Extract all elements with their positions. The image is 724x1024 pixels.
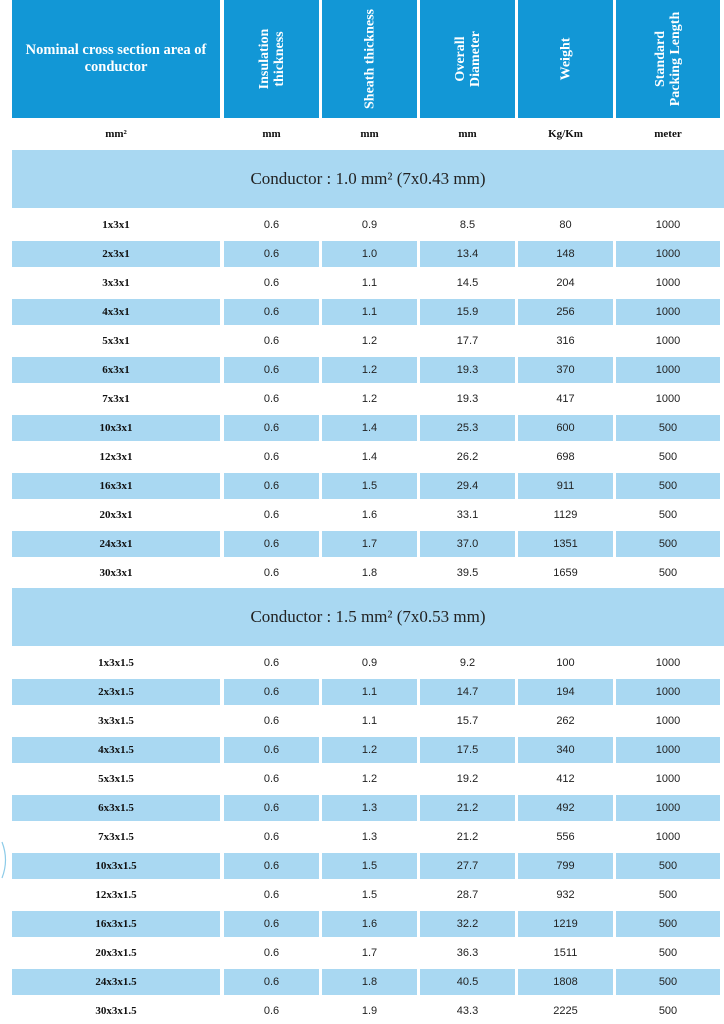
- table-row: [12, 560, 724, 586]
- value-cell: 1511: [553, 947, 578, 959]
- table-row: [12, 708, 724, 734]
- value-cell: 500: [658, 889, 678, 901]
- value-cell: 1000: [616, 299, 720, 325]
- value-cell: 0.9: [361, 657, 378, 669]
- value-cell: 0.6: [263, 831, 280, 843]
- value-cell: 1000: [655, 393, 681, 405]
- value-cell: 1000: [616, 737, 720, 763]
- conductor-section-title: Conductor : 1.5 mm² (7x0.53 mm): [12, 588, 724, 646]
- value-cell: 417: [556, 393, 575, 405]
- table-row: [12, 328, 724, 354]
- value-cell: 500: [616, 531, 720, 557]
- value-cell: 1.4: [322, 415, 417, 441]
- table-row: [12, 502, 724, 528]
- value-cell: 1.2: [361, 393, 378, 405]
- value-cell: 1.5: [322, 853, 417, 879]
- cable-size-cell: 7x3x1.5: [98, 831, 134, 843]
- value-cell: 262: [556, 715, 575, 727]
- value-cell: 1000: [616, 795, 720, 821]
- table-row: [12, 650, 724, 676]
- table-row: [12, 473, 724, 499]
- value-cell: 14.5: [456, 277, 479, 289]
- value-cell: 2225: [553, 1005, 578, 1017]
- cable-size-cell: 1x3x1: [102, 219, 130, 231]
- cable-size-cell: 7x3x1: [102, 393, 130, 405]
- section-rows: [12, 208, 724, 586]
- cable-size-cell: 10x3x1: [12, 415, 220, 441]
- value-cell: 1000: [655, 773, 681, 785]
- cable-size-cell: 3x3x1: [102, 277, 130, 289]
- table-row: [12, 882, 724, 908]
- value-cell: 0.6: [224, 473, 319, 499]
- table-row: [12, 531, 724, 557]
- value-cell: 1.6: [322, 911, 417, 937]
- value-cell: 1.1: [361, 277, 378, 289]
- header-label: Sheath thickness: [362, 9, 377, 109]
- header-label: Weight: [558, 37, 573, 81]
- value-cell: 29.4: [420, 473, 515, 499]
- value-cell: 0.6: [224, 911, 319, 937]
- value-cell: 500: [658, 451, 678, 463]
- value-cell: 17.5: [420, 737, 515, 763]
- conductor-section-title: Conductor : 1.0 mm² (7x0.43 mm): [12, 150, 724, 208]
- value-cell: 1.2: [322, 357, 417, 383]
- cable-size-cell: 2x3x1.5: [12, 679, 220, 705]
- value-cell: 1129: [553, 509, 578, 521]
- unit-label: mm: [458, 128, 477, 140]
- unit-label: meter: [654, 128, 682, 140]
- value-cell: 13.4: [420, 241, 515, 267]
- value-cell: 9.2: [459, 657, 476, 669]
- table-row: [12, 299, 724, 325]
- value-cell: 0.6: [263, 657, 280, 669]
- value-cell: 43.3: [456, 1005, 479, 1017]
- value-cell: 1.0: [322, 241, 417, 267]
- value-cell: 1.3: [322, 795, 417, 821]
- value-cell: 500: [658, 1005, 678, 1017]
- value-cell: 0.6: [224, 241, 319, 267]
- value-cell: 80: [559, 219, 572, 231]
- value-cell: 19.3: [456, 393, 479, 405]
- value-cell: 1000: [655, 219, 681, 231]
- value-cell: 21.2: [420, 795, 515, 821]
- header-weight: [518, 0, 613, 118]
- value-cell: 1000: [616, 357, 720, 383]
- value-cell: 412: [556, 773, 575, 785]
- header-label: Insulation thickness: [256, 28, 287, 90]
- value-cell: 28.7: [456, 889, 479, 901]
- cable-size-cell: 5x3x1: [102, 335, 130, 347]
- value-cell: 500: [616, 853, 720, 879]
- cable-size-cell: 16x3x1.5: [12, 911, 220, 937]
- cable-size-cell: 30x3x1: [99, 567, 133, 579]
- value-cell: 25.3: [420, 415, 515, 441]
- value-cell: 932: [556, 889, 575, 901]
- cable-size-cell: 24x3x1: [12, 531, 220, 557]
- table-row: [12, 824, 724, 850]
- header-cross-section: [12, 0, 220, 118]
- value-cell: 1.5: [322, 473, 417, 499]
- cable-size-cell: 20x3x1.5: [95, 947, 137, 959]
- value-cell: 15.7: [456, 715, 479, 727]
- value-cell: 1219: [518, 911, 613, 937]
- cable-size-cell: 16x3x1: [12, 473, 220, 499]
- header-label: Nominal cross section area of conductor: [25, 42, 207, 75]
- table-row: [12, 241, 724, 267]
- value-cell: 40.5: [420, 969, 515, 995]
- cable-size-cell: 30x3x1.5: [95, 1005, 137, 1017]
- units-row: [12, 120, 724, 148]
- value-cell: 1.9: [361, 1005, 378, 1017]
- value-cell: 0.6: [224, 531, 319, 557]
- value-cell: 1659: [553, 567, 578, 579]
- value-cell: 32.2: [420, 911, 515, 937]
- value-cell: 1.3: [361, 831, 378, 843]
- cable-size-cell: 10x3x1.5: [12, 853, 220, 879]
- value-cell: 0.6: [224, 853, 319, 879]
- header-packing-length: [616, 0, 720, 118]
- value-cell: 194: [518, 679, 613, 705]
- value-cell: 204: [556, 277, 575, 289]
- cable-spec-table: [12, 0, 724, 1024]
- table-row: [12, 940, 724, 966]
- cable-size-cell: 6x3x1: [12, 357, 220, 383]
- value-cell: 27.7: [420, 853, 515, 879]
- value-cell: 0.6: [224, 415, 319, 441]
- unit-label: mm²: [105, 128, 127, 140]
- table-body: [12, 150, 724, 1024]
- header-label: Standard Packing Length: [653, 11, 683, 107]
- cable-size-cell: 3x3x1.5: [98, 715, 134, 727]
- value-cell: 1.2: [361, 335, 378, 347]
- value-cell: 26.2: [456, 451, 479, 463]
- value-cell: 370: [518, 357, 613, 383]
- cable-size-cell: 5x3x1.5: [98, 773, 134, 785]
- value-cell: 500: [616, 969, 720, 995]
- value-cell: 0.6: [224, 679, 319, 705]
- value-cell: 911: [518, 473, 613, 499]
- table-row: [12, 386, 724, 412]
- table-row: [12, 969, 724, 995]
- value-cell: 500: [658, 947, 678, 959]
- value-cell: 39.5: [456, 567, 479, 579]
- unit-label: mm: [360, 128, 379, 140]
- table-row: [12, 415, 724, 441]
- table-row: [12, 270, 724, 296]
- value-cell: 1.1: [322, 299, 417, 325]
- table-row: [12, 737, 724, 763]
- value-cell: 0.6: [224, 969, 319, 995]
- table-row: [12, 998, 724, 1024]
- value-cell: 500: [616, 415, 720, 441]
- value-cell: 0.9: [361, 219, 378, 231]
- value-cell: 256: [518, 299, 613, 325]
- value-cell: 1000: [655, 277, 681, 289]
- value-cell: 1.1: [322, 679, 417, 705]
- value-cell: 1000: [655, 831, 681, 843]
- table-row: [12, 853, 724, 879]
- value-cell: 500: [616, 911, 720, 937]
- value-cell: 1.5: [361, 889, 378, 901]
- table-header: [12, 0, 724, 118]
- value-cell: 0.6: [263, 715, 280, 727]
- value-cell: 1.6: [361, 509, 378, 521]
- value-cell: 340: [518, 737, 613, 763]
- value-cell: 1.8: [322, 969, 417, 995]
- value-cell: 15.9: [420, 299, 515, 325]
- value-cell: 1.7: [322, 531, 417, 557]
- value-cell: 100: [556, 657, 575, 669]
- value-cell: 500: [658, 567, 678, 579]
- value-cell: 0.6: [224, 357, 319, 383]
- table-row: [12, 444, 724, 470]
- value-cell: 33.1: [456, 509, 479, 521]
- value-cell: 316: [556, 335, 575, 347]
- cable-size-cell: 12x3x1.5: [95, 889, 137, 901]
- value-cell: 0.6: [224, 795, 319, 821]
- value-cell: 492: [518, 795, 613, 821]
- value-cell: 1.1: [361, 715, 378, 727]
- value-cell: 37.0: [420, 531, 515, 557]
- value-cell: 1000: [616, 679, 720, 705]
- value-cell: 1.4: [361, 451, 378, 463]
- unit-label: mm: [262, 128, 281, 140]
- header-sheath-thickness: [322, 0, 417, 118]
- cable-size-cell: 24x3x1.5: [12, 969, 220, 995]
- table-row: [12, 911, 724, 937]
- value-cell: 8.5: [459, 219, 476, 231]
- value-cell: 0.6: [263, 773, 280, 785]
- value-cell: 1000: [655, 335, 681, 347]
- table-row: [12, 212, 724, 238]
- header-insulation-thickness: [224, 0, 319, 118]
- value-cell: 36.3: [456, 947, 479, 959]
- value-cell: 0.6: [263, 219, 280, 231]
- value-cell: 0.6: [224, 737, 319, 763]
- table-row: [12, 357, 724, 383]
- value-cell: 1000: [655, 715, 681, 727]
- value-cell: 148: [518, 241, 613, 267]
- section-rows: [12, 646, 724, 1024]
- value-cell: 500: [658, 509, 678, 521]
- table-row: [12, 679, 724, 705]
- value-cell: 0.6: [263, 947, 280, 959]
- value-cell: 1.8: [361, 567, 378, 579]
- value-cell: 1351: [518, 531, 613, 557]
- header-label: Overall Diameter: [452, 31, 483, 87]
- value-cell: 0.6: [263, 451, 280, 463]
- cable-size-cell: 1x3x1.5: [98, 657, 134, 669]
- header-overall-diameter: [420, 0, 515, 118]
- cable-size-cell: 4x3x1.5: [12, 737, 220, 763]
- value-cell: 1808: [518, 969, 613, 995]
- cable-size-cell: 2x3x1: [12, 241, 220, 267]
- value-cell: 0.6: [263, 1005, 280, 1017]
- value-cell: 1.2: [322, 737, 417, 763]
- value-cell: 0.6: [263, 567, 280, 579]
- value-cell: 0.6: [263, 277, 280, 289]
- value-cell: 600: [518, 415, 613, 441]
- edge-curve-decoration: [0, 840, 10, 880]
- unit-label: Kg/Km: [548, 128, 583, 140]
- value-cell: 0.6: [263, 509, 280, 521]
- cable-size-cell: 4x3x1: [12, 299, 220, 325]
- value-cell: 17.7: [456, 335, 479, 347]
- value-cell: 799: [518, 853, 613, 879]
- value-cell: 1.7: [361, 947, 378, 959]
- table-row: [12, 795, 724, 821]
- value-cell: 1.2: [361, 773, 378, 785]
- value-cell: 19.2: [456, 773, 479, 785]
- value-cell: 1000: [616, 241, 720, 267]
- value-cell: 1000: [655, 657, 681, 669]
- value-cell: 14.7: [420, 679, 515, 705]
- value-cell: 21.2: [456, 831, 479, 843]
- value-cell: 556: [556, 831, 575, 843]
- value-cell: 0.6: [224, 299, 319, 325]
- value-cell: 698: [556, 451, 575, 463]
- value-cell: 19.3: [420, 357, 515, 383]
- cable-size-cell: 6x3x1.5: [12, 795, 220, 821]
- value-cell: 0.6: [263, 393, 280, 405]
- cable-size-cell: 12x3x1: [99, 451, 133, 463]
- table-row: [12, 766, 724, 792]
- value-cell: 500: [616, 473, 720, 499]
- value-cell: 0.6: [263, 335, 280, 347]
- value-cell: 0.6: [263, 889, 280, 901]
- cable-size-cell: 20x3x1: [99, 509, 133, 521]
